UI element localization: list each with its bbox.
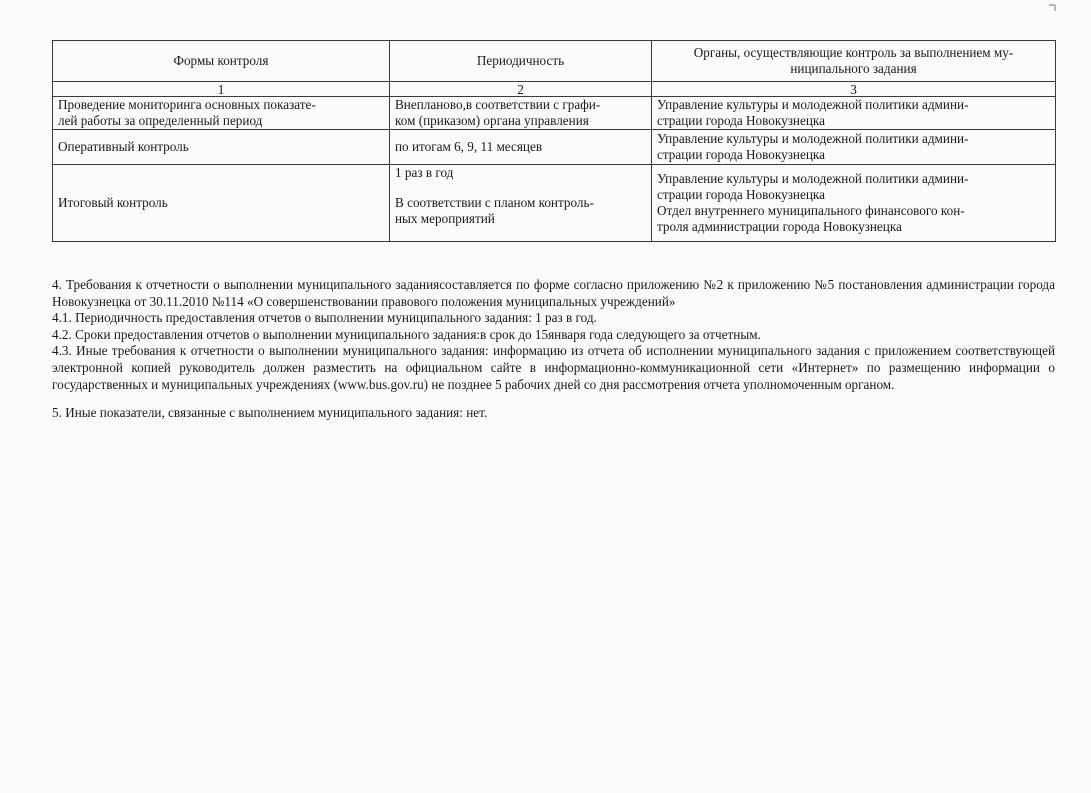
period-cell <box>390 165 652 242</box>
column-number-3: 3 <box>652 82 1056 97</box>
header-periodicity: Периодичность <box>390 41 652 82</box>
organs-cell: Управление культуры и молодежной политики админи- страции города Новокузнецка <box>652 97 1056 130</box>
control-forms-table <box>52 40 1056 242</box>
paragraph-4: 4. Требования к отчетности о выполнении муниципального заданиясоставляется по форме согласно приложению №2 к приложению №5 постановления администрации города Новокузнецка от 30.11.2010 №114 «О совершенствовании правового положения муниципальных учреждений» <box>52 277 1055 309</box>
form-cell: Проведение мониторинга основных показате- лей работы за определенный период <box>53 97 390 130</box>
reporting-requirements-text <box>52 277 1055 422</box>
paragraph-4-3: 4.3. Иные требования к отчетности о выполнении муниципального задания: информацию из отчета об исполнении муниципального задания с приложением соответствующей электронной копией руководитель должен разместить на официальном сайте в информационно-коммуникационной сети «Интернет» по размещению информации о государственных и муниципальных учреждениях (www.bus.gov.ru) не позднее 5 рабочих дней со дня рассмотрения отчета уполномоченным органом. <box>52 343 1055 392</box>
header-control-organs: Органы, осуществляющие контроль за выполнением му- ниципального задания <box>652 41 1056 82</box>
column-number-2: 2 <box>390 82 652 97</box>
period-cell: по итогам 6, 9, 11 месяцев <box>390 130 652 165</box>
table-number-row <box>53 82 1056 97</box>
header-control-forms: Формы контроля <box>53 41 390 82</box>
form-cell: Оперативный контроль <box>53 130 390 165</box>
period-cell: Внепланово,в соответствии с графи- ком (приказом) органа управления <box>390 97 652 130</box>
column-number-1: 1 <box>53 82 390 97</box>
period-text-2: В соответствии с планом контроль- ных мероприятий <box>395 195 594 226</box>
form-cell: Итоговый контроль <box>53 165 390 242</box>
organs-cell: Управление культуры и молодежной политики админи- страции города Новокузнецка <box>652 130 1056 165</box>
organs-text-2: Отдел внутреннего муниципального финансового кон- троля администрации города Новокузнецка <box>657 203 965 234</box>
paragraph-4-1: 4.1. Периодичность предоставления отчетов о выполнении муниципального задания: 1 раз в год. <box>52 310 597 326</box>
organs-text-1: Управление культуры и молодежной политики админи- страции города Новокузнецка <box>657 171 969 202</box>
paragraph-4-2: 4.2. Сроки предоставления отчетов о выполнении муниципального задания:в срок до 15января года следующего за отчетным. <box>52 326 761 342</box>
paragraph-5: 5. Иные показатели, связанные с выполнением муниципального задания: нет. <box>52 405 488 421</box>
corner-mark-icon <box>1048 4 1056 12</box>
table-header-row <box>53 41 1056 82</box>
table-row <box>53 97 1056 130</box>
table-row <box>53 165 1056 242</box>
table-row <box>53 130 1056 165</box>
organs-cell <box>652 165 1056 242</box>
period-text-1: 1 раз в год <box>395 165 454 180</box>
